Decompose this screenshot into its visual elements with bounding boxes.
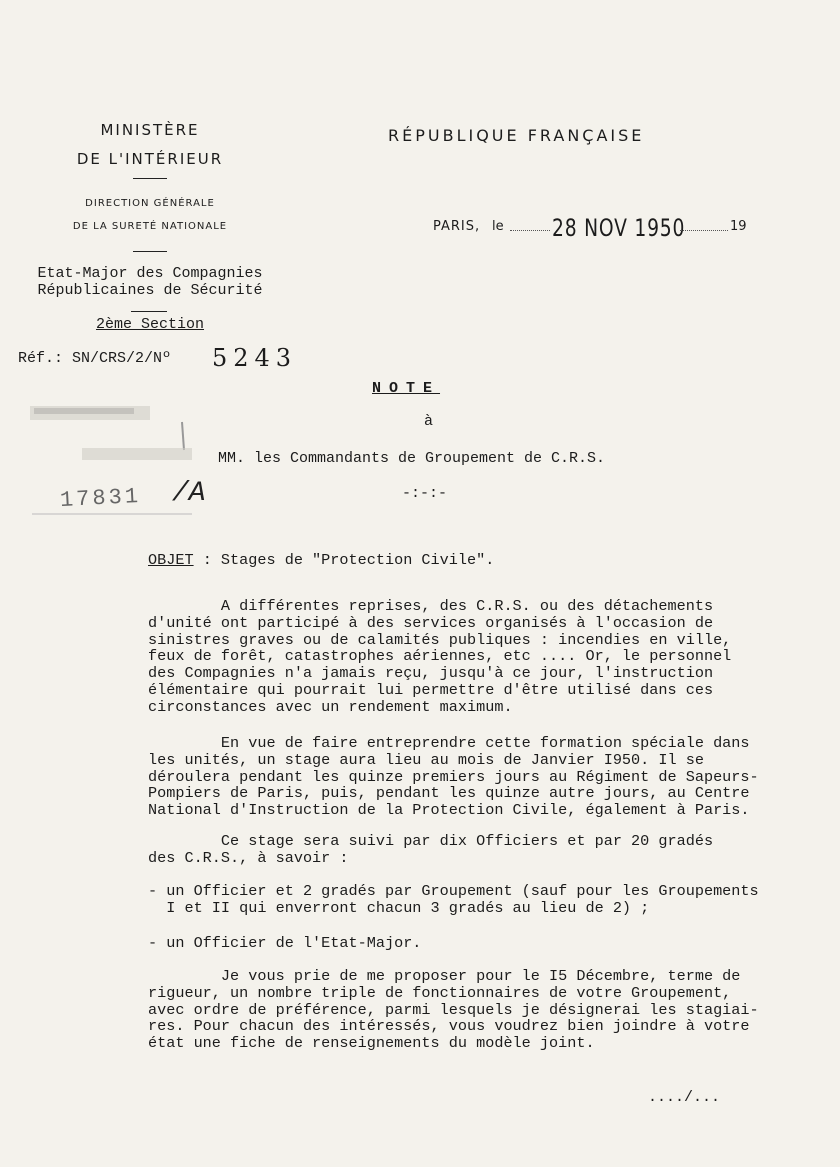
section-label xyxy=(0,316,300,333)
staff-line2: Républicaines de Sécurité xyxy=(37,282,263,299)
date-dotted-line xyxy=(510,230,550,231)
date-dotted-line xyxy=(680,230,728,231)
reference-number: 5243 xyxy=(212,344,298,372)
continued-marker: ..../... xyxy=(648,1089,721,1106)
body-paragraph-3: Ce stage sera suivi par dix Officiers et par 20 gradés des C.R.S., à savoir : xyxy=(148,832,714,867)
body-paragraph-2: En vue de faire entreprendre cette formation spéciale dans les unités, un stage aura lieu au mois de Janvier I950. Il se déroulera pendant les quinze premiers jours au Régiment de Sapeurs- Pompiers de Paris, puis, pendant les quinze autre jours, au Centre National d'Instruction de la Protection Civile, également à Paris. xyxy=(148,734,759,820)
date-city: PARIS, xyxy=(433,219,481,234)
subject-text: : Stages de "Protection Civile". xyxy=(193,551,495,569)
date-stamp: 28 NOV 1950 xyxy=(552,214,686,242)
ministry-name-line1: MINISTÈRE xyxy=(100,121,200,139)
subject-label: OBJET xyxy=(148,551,194,569)
republic-heading: RÉPUBLIQUE FRANÇAISE xyxy=(388,126,645,145)
header-divider xyxy=(133,251,167,252)
separator: -:-:- xyxy=(402,485,448,502)
reference-label: Réf.: SN/CRS/2/Nº xyxy=(18,350,172,367)
section-text: 2ème Section xyxy=(95,316,205,333)
stamp-number: 17831 xyxy=(59,483,142,514)
stamp-mark: /A xyxy=(172,478,206,509)
ministry-name-line2: DE L'INTÉRIEUR xyxy=(76,150,224,168)
note-to-word: à xyxy=(424,413,434,430)
body-paragraph-1: A différentes reprises, des C.R.S. ou des détachements d'unité ont participé à des services organisés à l'occasion de sinistres graves ou de calamités publiques : incendies en ville, feux de forêt, catastrophes aériennes, etc .... Or, le personnel des Compagnies n'a jamais reçu, jusqu'à ce jour, l'instruction élémentaire qui pourrait lui permettre d'être utilisé dans ces circonstances avec un rendement maximum. xyxy=(148,597,732,716)
note-title: NOTE xyxy=(372,380,441,397)
directorate-line2: DE LA SURETÉ NATIONALE xyxy=(72,221,228,232)
list-item: - un Officier de l'Etat-Major. xyxy=(148,934,422,952)
header-divider xyxy=(133,178,167,179)
body-paragraph-4: Je vous prie de me proposer pour le I5 Décembre, terme de rigueur, un nombre triple de fonctionnaires de votre Groupement, avec ordre de préférence, parmi lesquels je désignerai les stagiai- res. Pour chacun des intéressés, vous voudrez bien joindre à votre état une fiche de renseignements du modèle joint. xyxy=(148,967,759,1053)
date-year-suffix: 19 xyxy=(730,219,747,234)
directorate-line1: DIRECTION GÉNÉRALE xyxy=(85,198,215,209)
staff-line1: Etat-Major des Compagnies xyxy=(37,265,263,282)
subject-line xyxy=(148,551,494,569)
list-item: - un Officier et 2 gradés par Groupement (sauf pour les Groupements I et II qui enverront chacun 3 gradés au lieu de 2) ; xyxy=(148,882,759,917)
recipient-line: MM. les Commandants de Groupement de C.R.S. xyxy=(218,450,606,467)
date-le: le xyxy=(492,219,504,234)
header-divider xyxy=(131,311,167,312)
